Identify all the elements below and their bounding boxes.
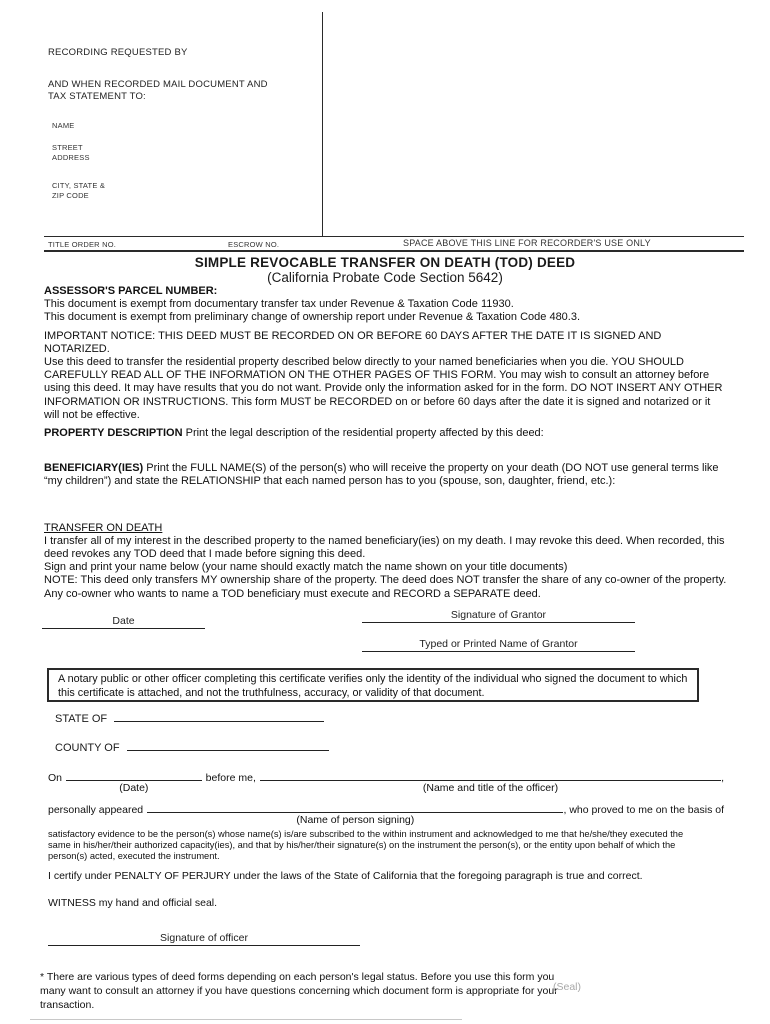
- document-title: SIMPLE REVOCABLE TRANSFER ON DEATH (TOD) DEED: [194, 255, 576, 270]
- beneficiary-heading: BENEFICIARY(IES): [44, 462, 144, 475]
- important-notice-section: [44, 330, 728, 422]
- notary-disclosure-text: A notary public or other officer completing this certificate verifies only the identity of the individual who signed the document to which this certificate is attached, and not the truthfulness, accuracy, or validity of that document.: [58, 673, 688, 699]
- who-proved-text: , who proved to me on the basis of: [563, 804, 724, 816]
- notary-disclosure-box: [47, 668, 699, 702]
- exemption-line-1: This document is exempt from documentary transfer tax under Revenue & Taxation Code 11930.: [44, 298, 514, 311]
- witness-text: WITNESS my hand and official seal.: [48, 897, 218, 909]
- street-label: STREET: [52, 143, 83, 152]
- acknowledgment-date-blank[interactable]: [66, 769, 202, 794]
- address-label: ADDRESS: [52, 152, 90, 162]
- mail-to-line2: TAX STATEMENT TO:: [48, 90, 146, 102]
- trailing-comma: ,: [721, 772, 724, 784]
- typed-printed-name-label: Typed or Printed Name of Grantor: [419, 638, 578, 650]
- property-description-instructions: Print the legal description of the residential property affected by this deed:: [185, 427, 544, 440]
- important-notice-text: IMPORTANT NOTICE: THIS DEED MUST BE RECORDED ON OR BEFORE 60 DAYS AFTER THE DATE IT IS SIGNED AND NOTARIZED.: [44, 329, 662, 355]
- recording-requested-by-label: RECORDING REQUESTED BY: [48, 47, 188, 58]
- state-of-blank[interactable]: [114, 710, 324, 722]
- assessor-parcel-heading: ASSESSOR'S PARCEL NUMBER:: [44, 285, 218, 297]
- recorder-header-divider-line: [322, 12, 323, 236]
- page-bottom-rule: [30, 1019, 462, 1020]
- mail-to-line1: AND WHEN RECORDED MAIL DOCUMENT AND: [48, 79, 268, 90]
- personally-appeared-label: personally appeared: [48, 804, 144, 816]
- street-address-field-label: [52, 143, 90, 162]
- deed-body-text: [44, 285, 728, 601]
- officer-signature-blank[interactable]: [48, 930, 360, 946]
- recorder-header-rule-bottom: [44, 250, 744, 252]
- property-description-heading: PROPERTY DESCRIPTION: [44, 427, 183, 440]
- person-signing-blank[interactable]: [147, 801, 563, 826]
- acknowledgment-date-row: [48, 769, 724, 794]
- seal-placeholder-label: (Seal): [553, 981, 582, 993]
- perjury-certification-text: I certify under PENALTY OF PERJURY under the laws of the State of California that the foregoing paragraph is true and correct.: [48, 870, 643, 882]
- transfer-on-death-section: [44, 522, 728, 601]
- date-label: Date: [112, 615, 135, 627]
- document-subtitle: (California Probate Code Section 5642): [267, 270, 503, 285]
- date-hint-label: (Date): [119, 782, 149, 794]
- city-state-zip-field-label: [52, 181, 105, 200]
- officer-name-blank[interactable]: [260, 769, 721, 794]
- space-above-line-label: SPACE ABOVE THIS LINE FOR RECORDER'S USE ONLY: [403, 238, 651, 248]
- transfer-on-death-heading: TRANSFER ON DEATH: [44, 521, 163, 534]
- beneficiary-instructions: Print the FULL NAME(S) of the person(s) who will receive the property on your death (DO NOT use general terms like “my children”) and state the RELATIONSHIP that each named person has to you (spouse, son, daughter, friend, etc.):: [44, 462, 719, 488]
- signature-of-officer-label: Signature of officer: [160, 932, 248, 944]
- transfer-paragraph-3: NOTE: This deed only transfers MY ownership share of the property. The deed does NOT transfer the share of any co-owner of the property. Any co-owner who wants to name a TOD beneficiary must execute and RECORD a SEPARATE deed.: [44, 574, 727, 600]
- deed-forms-footnote: * There are various types of deed forms depending on each person's legal status. Before you use this form you many want to consult an attorney if you have questions concerning which document form is appropriate for your transaction.: [40, 971, 558, 1012]
- mail-to-label: [48, 79, 268, 102]
- escrow-no-label: ESCROW NO.: [228, 240, 280, 249]
- name-field-label: NAME: [52, 121, 75, 130]
- state-of-label: STATE OF: [55, 713, 108, 725]
- city-state-label: CITY, STATE &: [52, 181, 106, 190]
- title-order-no-label: TITLE ORDER NO.: [48, 240, 117, 249]
- county-of-label: COUNTY OF: [55, 742, 120, 754]
- on-label: On: [48, 772, 63, 784]
- use-deed-text: Use this deed to transfer the residential property described below directly to your named beneficiaries when you die. YOU SHOULD CAREFULLY READ ALL OF THE INFORMATION ON THE OTHER PAGES OF THIS FORM. You may wish to consult an attorney before using this deed. It may have results that you do not want. Provide only the information asked for in the form. DO NOT INSERT ANY OTHER INFORMATION OR INSTRUCTIONS. This form MUST be RECORDED on or before 60 days after the date it is signed and notarized or it will not be effective.: [44, 356, 723, 421]
- transfer-paragraph-2: Sign and print your name below (your name should exactly match the name shown on your title documents): [44, 561, 568, 574]
- county-of-blank[interactable]: [127, 739, 329, 751]
- assessor-parcel-section: [44, 285, 728, 325]
- personally-appeared-row: [48, 801, 724, 826]
- county-of-row: [55, 739, 329, 754]
- transfer-paragraph-1: I transfer all of my interest in the described property to the named beneficiary(ies) on my death. I may revoke this deed. When recorded, this deed revokes any TOD deed that I made before signing this deed.: [44, 534, 725, 561]
- signature-of-grantor-label: Signature of Grantor: [450, 609, 547, 621]
- property-description-section: [44, 427, 728, 440]
- officer-hint-label: (Name and title of the officer): [422, 782, 559, 794]
- beneficiary-section: [44, 462, 728, 488]
- before-me-label: before me,: [205, 772, 256, 784]
- grantor-printed-name-blank[interactable]: [362, 636, 635, 652]
- recorder-header-rule-top: [44, 236, 744, 237]
- grantor-signature-blank[interactable]: [362, 607, 635, 623]
- date-signature-blank[interactable]: [42, 613, 205, 629]
- person-signing-hint-label: (Name of person signing): [296, 814, 415, 826]
- exemption-line-2: This document is exempt from preliminary change of ownership report under Revenue & Taxation Code 480.3.: [44, 311, 581, 324]
- zip-label: ZIP CODE: [52, 190, 89, 200]
- satisfactory-evidence-text: satisfactory evidence to be the person(s) whose name(s) is/are subscribed to the within instrument and acknowledged to me that he/she/they executed the same in his/her/their authorized capacity(ies), and that by his/her/their signature(s) on the instrument the person(s), or the entity upon behalf of which the person(s) acted, executed the instrument.: [48, 829, 684, 861]
- state-of-row: [55, 710, 324, 725]
